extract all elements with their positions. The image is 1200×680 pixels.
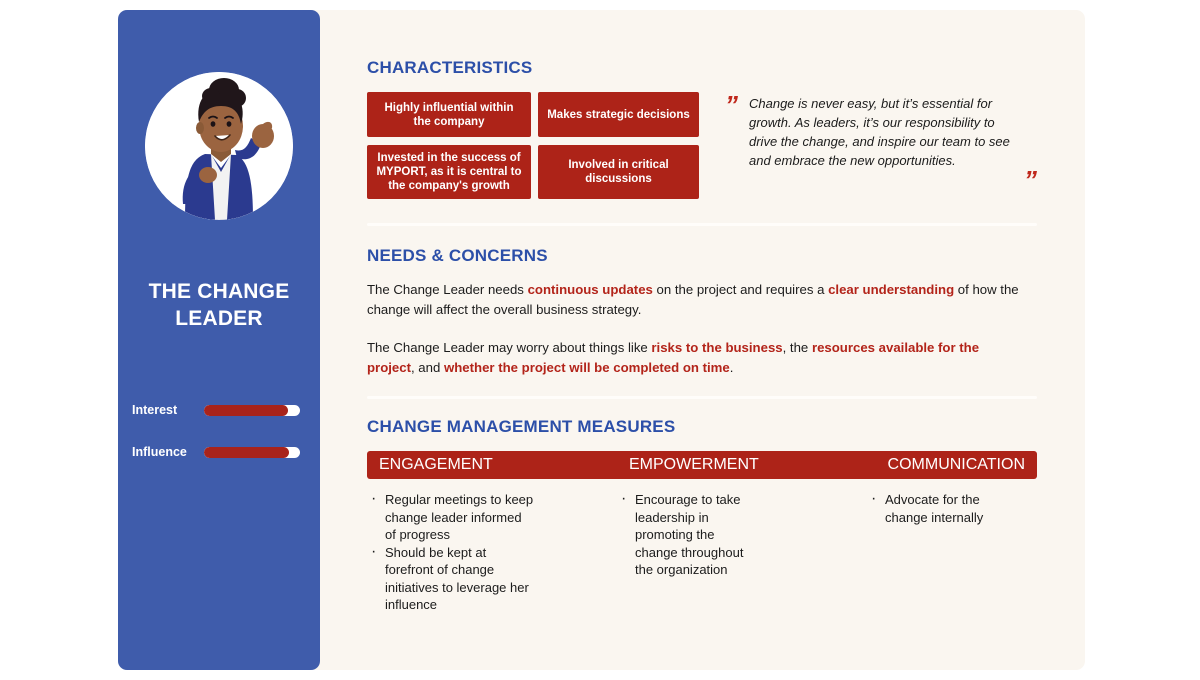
persona-card bbox=[118, 10, 1083, 670]
persona-title: THE CHANGE LEADER bbox=[148, 280, 290, 330]
bullet-list bbox=[867, 491, 1037, 526]
bullet-list bbox=[367, 491, 601, 614]
needs-paragraph-2 bbox=[367, 338, 1027, 378]
measures-column-header-empowerment: EMPOWERMENT bbox=[629, 456, 759, 473]
measures-section bbox=[367, 417, 1037, 614]
list-item: · Encourage to take leadership in promoting the change throughout the organization bbox=[617, 491, 760, 579]
needs-p2-part2: , the bbox=[782, 340, 812, 355]
characteristic-box: Makes strategic decisions bbox=[538, 92, 699, 137]
needs-p1-part2: on the project and requires a bbox=[652, 282, 829, 297]
quote-text: Change is never easy, but it’s essential for growth. As leaders, it’s our responsibility to drive the change, and inspire our team to see and embrace the new opportunities. bbox=[749, 96, 1010, 168]
measures-column-header-engagement: ENGAGEMENT bbox=[379, 456, 493, 473]
meter-interest-label: Interest bbox=[132, 403, 178, 417]
divider-bottom bbox=[367, 396, 1037, 399]
needs-p2-part4: . bbox=[729, 360, 734, 375]
needs-paragraph-1 bbox=[367, 280, 1027, 320]
characteristics-area bbox=[367, 92, 1037, 199]
meter-interest-track bbox=[204, 405, 300, 416]
list-item: · Should be kept at forefront of change initiatives to leverage her influence bbox=[367, 544, 535, 614]
needs-p1-highlight-1: continuous updates bbox=[527, 282, 653, 297]
meter-influence-label: Influence bbox=[132, 445, 187, 459]
meter-interest bbox=[118, 398, 320, 422]
needs-p2-part1: The Change Leader may worry about things like bbox=[367, 340, 652, 355]
measures-column-engagement bbox=[367, 491, 617, 614]
needs-p2-highlight-2: resources available for the project bbox=[367, 340, 980, 375]
needs-p2-highlight-1: risks to the business bbox=[651, 340, 783, 355]
divider-top bbox=[367, 223, 1037, 226]
characteristic-box: Invested in the success of MYPORT, as it is central to the company's growth bbox=[367, 145, 531, 199]
change-leader-illustration-icon bbox=[145, 72, 293, 220]
characteristics-grid bbox=[367, 92, 699, 199]
needs-section bbox=[367, 246, 1037, 378]
quote-open-mark: ” bbox=[725, 90, 736, 120]
persona-main-panel bbox=[311, 10, 1085, 670]
meter-influence bbox=[118, 440, 320, 464]
needs-p2-part3: , and bbox=[410, 360, 444, 375]
measures-header-bar bbox=[367, 451, 1037, 479]
bullet-list bbox=[617, 491, 851, 579]
meter-interest-fill bbox=[204, 405, 288, 416]
persona-quote bbox=[721, 92, 1037, 199]
meter-influence-track bbox=[204, 447, 300, 458]
measures-column-header-communication: COMMUNICATION bbox=[887, 456, 1025, 473]
measures-heading: CHANGE MANAGEMENT MEASURES bbox=[367, 417, 676, 436]
avatar bbox=[145, 72, 293, 220]
meter-influence-fill bbox=[204, 447, 289, 458]
characteristic-box: Involved in critical discussions bbox=[538, 145, 699, 199]
measures-column-empowerment bbox=[617, 491, 867, 614]
list-item: · Regular meetings to keep change leader informed of progress bbox=[367, 491, 535, 544]
list-item: · Advocate for the change internally bbox=[867, 491, 1015, 526]
persona-sidebar bbox=[118, 10, 320, 670]
needs-heading: NEEDS & CONCERNS bbox=[367, 246, 548, 265]
measures-columns bbox=[367, 491, 1037, 614]
needs-p2-highlight-3: whether the project will be completed on time bbox=[443, 360, 730, 375]
needs-p1-part1: The Change Leader needs bbox=[367, 282, 528, 297]
characteristics-heading: CHARACTERISTICS bbox=[367, 58, 533, 77]
needs-p1-highlight-2: clear understanding bbox=[828, 282, 955, 297]
needs-p1-part3: of how the change will affect the overall business strategy. bbox=[367, 282, 1019, 317]
characteristic-box: Highly influential within the company bbox=[367, 92, 531, 137]
persona-meters bbox=[118, 398, 320, 482]
measures-column-communication bbox=[867, 491, 1037, 614]
quote-close-mark: ” bbox=[1024, 165, 1035, 195]
avatar-circle bbox=[145, 72, 293, 220]
